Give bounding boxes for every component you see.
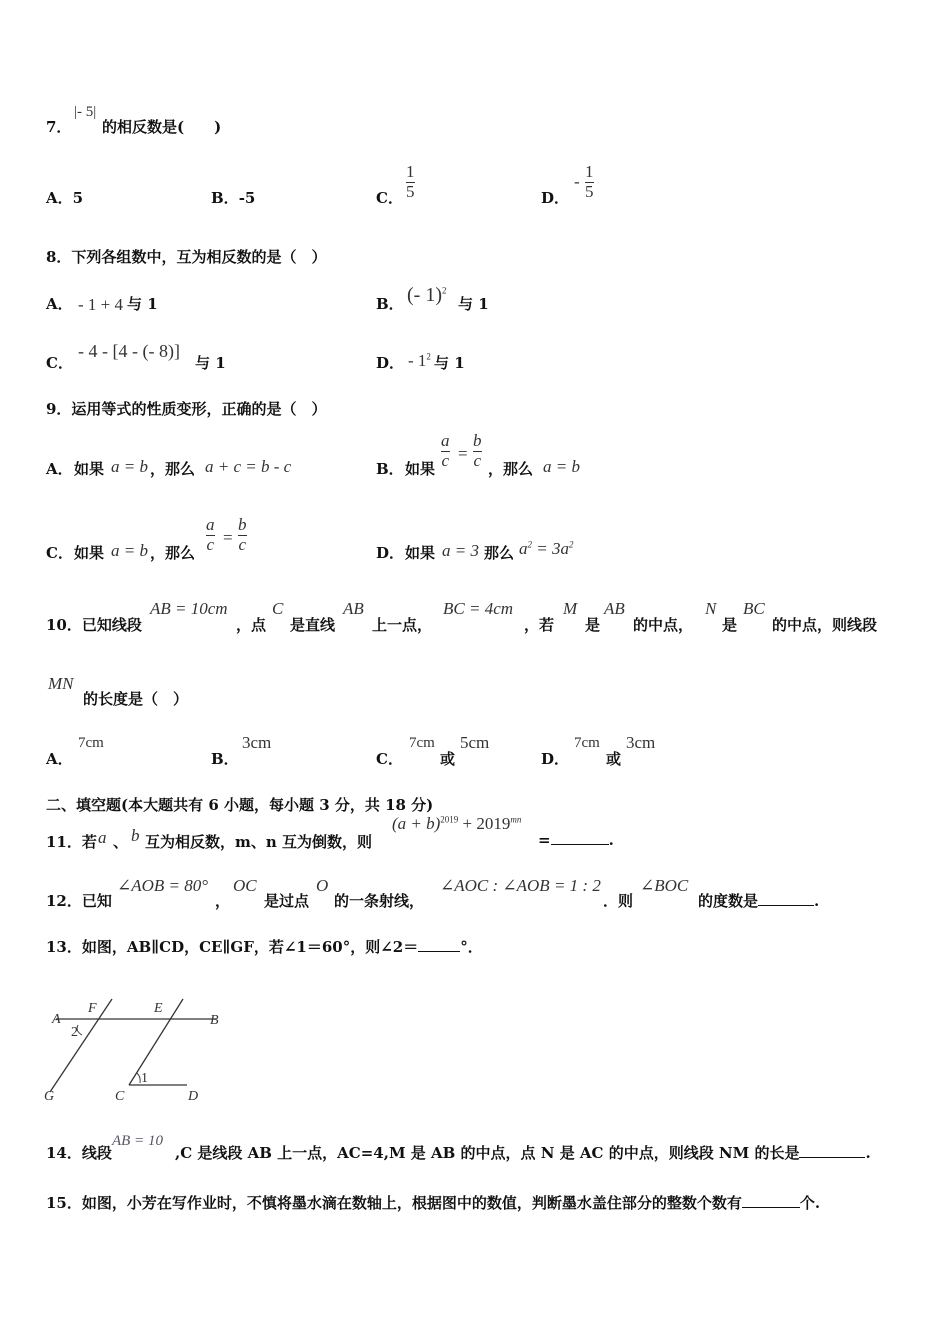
q14-math-ab-10: AB = 10	[112, 1133, 163, 1149]
q9-option-d-math1: a = 3	[442, 541, 479, 560]
q12-answer-blank[interactable]	[758, 905, 814, 906]
q9-option-d-word1: 如果	[405, 544, 436, 562]
q10-option-a-label: A．	[46, 750, 73, 768]
q9-option-c-equals: =	[223, 528, 233, 547]
q7-option-d-label: D．	[541, 189, 570, 207]
q8-option-d-expression: - $1^2$	[408, 351, 431, 370]
label-a: A	[52, 1012, 61, 1027]
q11-math-a: a	[98, 828, 107, 847]
q9-option-c-word1: 如果	[74, 544, 105, 562]
q9-stem: 9．运用等式的性质变形，正确的是（ ）	[46, 400, 327, 418]
q8-option-d-label: D．	[376, 354, 405, 372]
q10-math-bc: BC	[743, 599, 765, 618]
q9-option-b-word2: ，那么	[488, 460, 534, 478]
q9-option-b-word1: 如果	[405, 460, 436, 478]
q15-answer-blank[interactable]	[742, 1207, 800, 1208]
q15-text: 15．如图，小芳在写作业时，不慎将墨水滴在数轴上，根据图中的数值，判断墨水盖住部分的整数个数有 个.	[46, 1194, 821, 1212]
q12-part2: ，	[215, 892, 231, 910]
q14-answer-blank[interactable]	[799, 1157, 865, 1158]
q9-option-c-fraction1: a c	[206, 515, 215, 554]
label-e: E	[154, 1001, 163, 1016]
q10-option-b-value: 3cm	[242, 733, 272, 752]
q9-option-a-word2: ，那么	[150, 460, 196, 478]
q9-option-a-math1: a = b	[111, 457, 148, 476]
q12-math-ratio: ∠AOC : ∠AOB = 1 : 2	[440, 876, 601, 895]
q9-option-d-math2: $a^2 = 3a^2$	[519, 539, 574, 558]
label-d: D	[188, 1089, 199, 1104]
q9-option-b-equals: =	[458, 444, 468, 463]
label-c: C	[115, 1089, 125, 1104]
q8-option-d-tail: 与 1	[434, 354, 465, 372]
q10-option-c-label: C．	[376, 750, 403, 768]
q12-part5: ．则	[603, 892, 634, 910]
q12-math-oc: OC	[233, 876, 257, 895]
q9-option-b-fraction2: b c	[473, 431, 482, 470]
angle-1-arc	[137, 1073, 140, 1083]
label-b: B	[210, 1013, 219, 1028]
q10-option-d-value1: 7cm	[574, 735, 600, 751]
q12-part3: 是过点	[264, 892, 310, 910]
q10-option-d-value2: 3cm	[626, 733, 656, 752]
q10-option-d-label: D．	[541, 750, 570, 768]
q9-option-c-fraction2: b c	[238, 515, 247, 554]
q9-option-b-label: B．	[376, 460, 404, 478]
q11-answer-blank[interactable]	[551, 844, 609, 845]
q10-option-c-or: 或	[440, 750, 456, 768]
q7-expression: |- 5|	[74, 104, 97, 120]
q11-part2: 互为相反数，m、n 互为倒数，则	[145, 833, 373, 851]
q7-option-c-fraction: 1 5	[406, 162, 415, 201]
q10-math-ab2: AB	[604, 599, 625, 618]
q10-part1: 10．已知线段	[46, 616, 142, 634]
q10-option-a-value: 7cm	[78, 735, 104, 751]
q8-option-a-expression: - 1 + 4	[78, 295, 123, 314]
q7-option-d-sign: -	[574, 172, 580, 191]
q9-option-a-math2: a + c = b - c	[205, 457, 292, 476]
q9-option-d-label: D．	[376, 544, 405, 562]
q7-stem: 的相反数是( )	[102, 118, 222, 136]
q10-part9: 的中点，则线段	[772, 616, 878, 634]
q12-part6: 的度数是 .	[698, 892, 820, 910]
q13-figure	[40, 995, 240, 1107]
q9-option-a-word1: 如果	[74, 460, 105, 478]
q7-option-b: B．-5	[211, 189, 256, 207]
q10-option-d-or: 或	[606, 750, 622, 768]
q10-option-c-value1: 7cm	[409, 735, 435, 751]
q10-math-m: M	[563, 599, 578, 618]
q8-option-b-tail: 与 1	[458, 295, 489, 313]
q9-option-d-word2: 那么	[484, 544, 515, 562]
q14-part1: 14．线段	[46, 1144, 112, 1162]
label-f: F	[88, 1001, 97, 1016]
q12-math-o: O	[316, 876, 329, 895]
q10-math-mn: MN	[48, 674, 74, 693]
q9-option-c-word2: ，那么	[150, 544, 196, 562]
q9-option-b-fraction1: a c	[441, 431, 450, 470]
q10-math-c: C	[272, 599, 284, 618]
q9-option-a-label: A．	[46, 460, 73, 478]
q10-math-ab: AB	[343, 599, 364, 618]
q10-part10: 的长度是（ ）	[83, 690, 189, 708]
label-g: G	[44, 1089, 55, 1104]
section-2-heading: 二、填空题(本大题共有 6 小题，每小题 3 分，共 18 分)	[46, 796, 434, 814]
q7-option-c-label: C．	[376, 189, 403, 207]
q10-part6: 是	[585, 616, 601, 634]
q7-number: 7．	[46, 118, 72, 136]
label-angle-2: 2	[71, 1025, 78, 1040]
q11-separator: 、	[113, 833, 129, 851]
q7-option-a: A．5	[46, 189, 84, 207]
q8-option-c-expression: - 4 - [4 - (- 8)]	[78, 341, 180, 361]
q7-option-d-fraction: 1 5	[585, 162, 594, 201]
q12-math-aob-80: ∠AOB = 80°	[117, 876, 209, 895]
q9-option-b-math2: a = b	[543, 457, 580, 476]
q8-option-a-label: A．	[46, 295, 73, 313]
q10-math-bc-4cm: BC = 4cm	[443, 599, 514, 618]
q11-expression: $(a + b)^{2019} + 2019^{mn}$	[392, 814, 522, 833]
q10-option-c-value2: 5cm	[460, 733, 490, 752]
q13-answer-blank[interactable]	[418, 951, 460, 952]
q11-math-b: b	[131, 826, 140, 845]
q10-part3: 是直线	[290, 616, 336, 634]
q8-stem: 8．下列各组数中，互为相反数的是（ ）	[46, 248, 327, 266]
q10-math-n: N	[705, 599, 717, 618]
q11-equals: = .	[538, 831, 614, 849]
q10-part4: 上一点，	[372, 616, 433, 634]
q11-part1: 11．若	[46, 833, 97, 851]
q12-part1: 12．已知	[46, 892, 112, 910]
q12-math-boc: ∠BOC	[640, 876, 689, 895]
label-angle-1: 1	[141, 1071, 148, 1086]
q10-part8: 是	[722, 616, 738, 634]
q10-part2: ，点	[236, 616, 267, 634]
q14-part2: ,C 是线段 AB 上一点，AC=4,M 是 AB 的中点，点 N 是 AC 的中点，则线段 NM 的长是 .	[175, 1144, 871, 1162]
q10-part5: ，若	[524, 616, 555, 634]
q8-option-b-expression: (- 1)$^2$	[407, 284, 447, 306]
q13-text: 13．如图，AB∥CD，CE∥GF，若∠1＝60°，则∠2＝ °．	[46, 938, 483, 956]
q10-math-ab-10cm: AB = 10cm	[150, 599, 228, 618]
q8-option-c-label: C．	[46, 354, 73, 372]
q10-part7: 的中点，	[633, 616, 694, 634]
q8-option-c-tail: 与 1	[195, 354, 226, 372]
q8-option-b-label: B．	[376, 295, 404, 313]
q9-option-c-label: C．	[46, 544, 73, 562]
q8-option-a-tail: 与 1	[127, 295, 158, 313]
q10-option-b-label: B．	[211, 750, 239, 768]
q12-part4: 的一条射线，	[334, 892, 425, 910]
q9-option-c-math1: a = b	[111, 541, 148, 560]
